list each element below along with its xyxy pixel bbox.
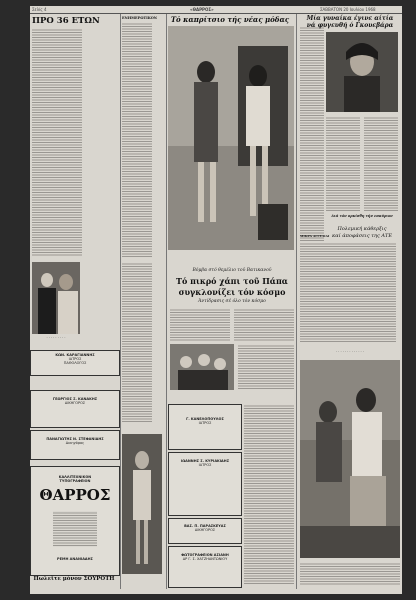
notes-text-2 [122, 262, 152, 422]
couple-caption: · · · · · · · · · [46, 336, 66, 340]
beach-text [300, 562, 400, 586]
vatican-headline-1: Τό πικρό χάπι τοῦ Πάπα [176, 276, 288, 286]
ad4-line3: ΡΕΜΗ ΑΝΑΝΙΑΔΗΣ [57, 557, 93, 561]
ad-paraskevas [168, 518, 242, 544]
ad-kanelopoulos [168, 404, 242, 450]
ad3-line2: Δικηγόρος [65, 441, 85, 445]
col-rule-3 [296, 14, 297, 589]
woman-text-b [364, 116, 398, 212]
ad4-logo: ΘΑΡΡΟΣ [39, 486, 111, 504]
beach-caption: · · · · · · · · · · · · · [336, 350, 364, 354]
vatican-photo [170, 344, 234, 390]
ad-photo-asiani [168, 546, 242, 588]
ad-tharros-print [30, 466, 120, 576]
woman-text-c [300, 242, 396, 342]
ad4-line1: ΚΑΛΛΙΤΕΧΝΙΚΟΝ [58, 475, 92, 479]
ad-stefanidis [30, 430, 120, 460]
woman-title-2: νά φυγευθή ό Γκουεβάρα [306, 22, 394, 29]
vatican-deck: Άντίδρασις σέ όλο τόν κόσμο [198, 299, 266, 304]
woman-dress-photo [122, 434, 162, 574]
ad5-line2: ΙΑΤΡΟΣ [198, 421, 212, 425]
woman-text-a [326, 116, 360, 212]
ad8-line1: ΦΩΤΟΓΡΑΦΕΙΟΝ ΑΣΙΑΝΗ [181, 553, 229, 557]
vatican-text-b [234, 308, 294, 342]
fashion-photo [168, 26, 294, 250]
fashion-title: Τό καπρίτσιο τής νέας μόδας [170, 15, 290, 24]
ad-kanakis [30, 390, 120, 428]
ad3-line1: ΠΑΝΑΓΙΩΤΗΣ Ν. ΣΤΕΦΑΝΙΔΗΣ [46, 437, 104, 441]
vatican-text-a [170, 308, 230, 342]
ad2-line1: ΓΕΩΡΓΙΟΣ Σ. ΚΑΝΑΚΗΣ [52, 397, 98, 401]
vatican-text-c [238, 344, 294, 390]
ad2-line2: ΔΙΚΗΓΟΡΟΣ [64, 401, 86, 405]
page-label: Σελίς 4 [32, 7, 47, 12]
ad-karagiannis [30, 350, 120, 376]
beach-photo [300, 360, 400, 558]
vatican-headline-2: συγκλονίζει τόν κόσμο [178, 287, 286, 297]
issue-date: ΣΑΒΒΑΤΟΝ 20 Ιουλίου 1968 [320, 7, 376, 12]
fashion-photo-art [168, 26, 294, 250]
woman-sub1: Διά τόν ορκίσθη τήν επαύριον [331, 214, 393, 218]
right-col-text [300, 26, 330, 242]
ad6-line2: ΙΑΤΡΟΣ [198, 463, 212, 467]
vatican-kicker: Βόμβα στό θεμέλιο τοῦ Βατικανοῦ [192, 268, 272, 273]
ad-kyriakidis [168, 452, 242, 516]
ad5-line1: Γ. ΚΑΝΕΛΟΠΟΥΛΟΣ [186, 417, 224, 421]
couple-photo-art [32, 262, 80, 334]
notes-text [122, 22, 152, 258]
ad1-line1: ΚΩΝ. ΚΑΡΑΓΙΑΝΝΗΣ [55, 353, 95, 357]
history-title: ΠΡΟ 36 ΕΤΩΝ [32, 16, 100, 26]
history-text [32, 28, 82, 256]
notes-title: ΕΝΗΜΕΡΩΤΙΚΟΝ [122, 16, 157, 20]
ad1-line3: ΠΑΘΟΛΟΓΟΣ [63, 361, 87, 365]
ad8-line2: ΔΡ Γ. Σ. ΧΑΤΖΗΑΝΤΩΝΙΟΥ [182, 557, 228, 561]
ad4-footer: Πωλεῖτε μόνον ΣΟΥΡΟΤΗ [33, 576, 115, 582]
masthead: «ΘΑΡΡΟΣ» [190, 7, 214, 12]
header-rule [30, 13, 402, 14]
center-right-text [244, 404, 294, 584]
woman-sub3: καί άποφάσεις της ΑΤΕ [332, 233, 392, 239]
ad1-line2: ΙΑΤΡΟΣ [68, 357, 82, 361]
woman-sub2: Πολεμική κάθερξις [337, 226, 387, 232]
vatican-photo-art [170, 344, 234, 390]
classifieds-title: ΜΙΚΡΑ ΑΓΓΕΛΙΑΙ [300, 234, 330, 238]
couple-photo [32, 262, 80, 334]
ad7-line1: ΒΑΣ. Π. ΠΑΡΑΣΚΕΥΑΣ [184, 524, 226, 528]
ad4-line2: ΤΥΠΟΓΡΑΦΕΙΟΝ [59, 479, 91, 483]
col-rule-1 [120, 14, 121, 589]
beach-photo-art [300, 360, 400, 558]
col-rule-2 [166, 14, 167, 589]
woman-title-1: Μία γυναίκα έγινε αίτία [306, 15, 394, 22]
ad7-line2: ΔΙΚΗΓΟΡΟΣ [194, 528, 216, 532]
woman-dress-art [122, 434, 162, 574]
ad6-line1: ΙΩΑΝΝΗΣ Σ. ΚΥΡΙΑΚΙΔΗΣ [180, 459, 230, 463]
woman-photo [326, 32, 398, 112]
ad4-text [53, 511, 97, 547]
woman-photo-art [326, 32, 398, 112]
newspaper-page [30, 6, 402, 594]
